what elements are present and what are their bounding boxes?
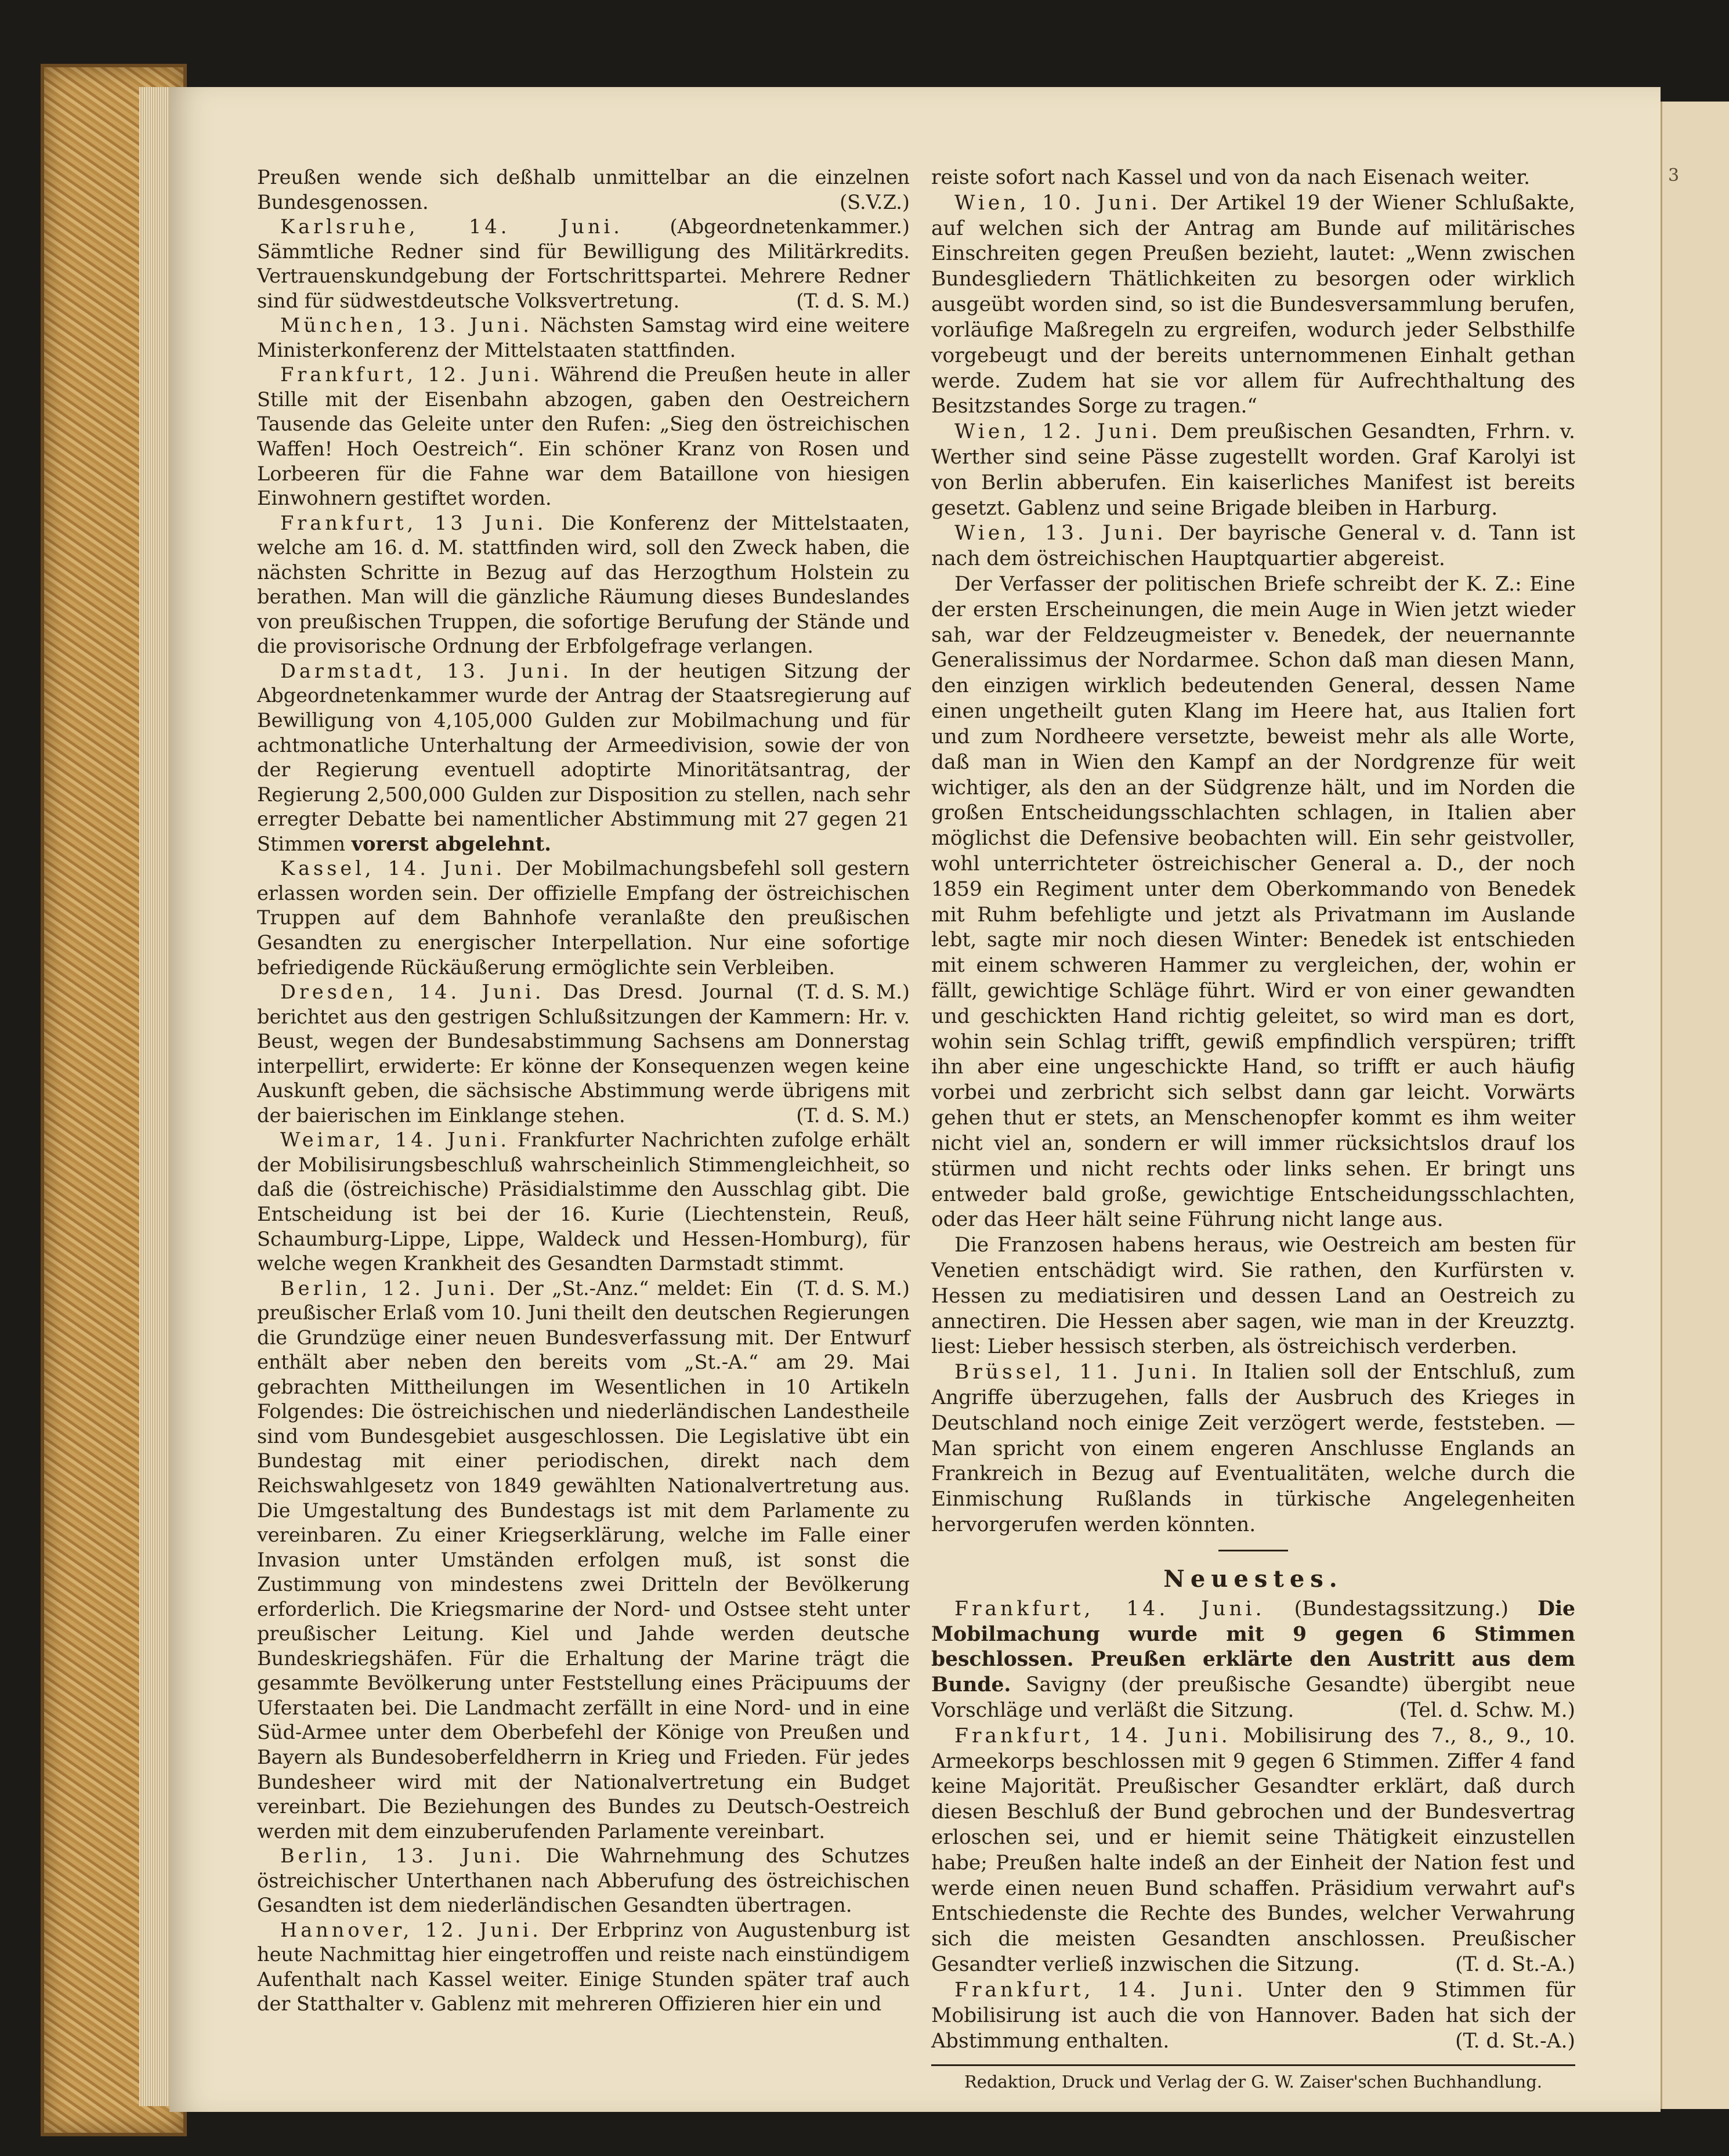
news-frankfurt-2 [931,1724,1575,1978]
dateline: Berlin, 13. Juni. [280,1844,525,1868]
article-text: Nächsten Samstag wird eine weitere Ministerkonferenz der Mittelstaaten stattfinden. [257,314,910,361]
dateline: Wien, 12. Juni. [954,420,1162,444]
article-franzosen [931,1233,1575,1360]
dark-background [191,0,1729,87]
dateline: Brüssel, 11. Juni. [954,1361,1201,1384]
article-text: Mobilisirung des 7., 8., 9., 10. Armeekorps beschlossen mit 9 gegen 6 Stimmen. Ziffer 4 fand keine Majorität. Preußischer Gesandter erklärt, daß durch diesen Beschluß der Bund gebrochen und der Bundesvertrag erloschen sei, und er hiemit seine Thätigkeit einzustellen habe; Preußen halte indeß an der Einheit der Nation fest und werde einen neuen Bund schaffen. Präsidium verwahrt auf's Entschiedenste die Rechte des Bundes, welcher Verwahrung sich die meisten Gesandten anschlossen. Preußischer Gesandter verließ inzwischen die Sitzung. [931,1724,1575,1977]
source-citation: (T. d. S. M.) [796,289,910,312]
article-frankfurt-13 [257,511,910,659]
source-citation: (Tel. d. Schw. M.) [1399,1698,1575,1722]
dateline: Wien, 13. Juni. [954,522,1167,545]
article-text: Der Artikel 19 der Wiener Schlußakte, auf welchen sich der Antrag am Bunde auf militärisches Einschreiten gegen Preußen bezieht, lautet: „Wenn zwischen Bundesgliedern Thätlichkeiten zu besorgen oder wirklich ausgeübt worden sind, so ist die Bundesversammlung berufen, vorläufige Maßregeln zu ergreifen, wodurch jeder Selbsthilfe vorgebeugt und der bereits unternommenen Einhalt gethan werde. Zudem hat sie vor allem für Aufrechthaltung des Besitzstandes Sorge zu tragen.“ [931,191,1575,418]
article-text: Die Franzosen habens heraus, wie Oestreich am besten für Venetien entschädigt wird. Sie rathen, den Kurfürsten v. Hessen zu mediatisiren und dessen Land an Oestreich zu annectiren. Die Hessen aber sagen, wie man in der Kreuzztg. liest: Lieber hessisch sterben, als östreichisch verderben. [931,1233,1575,1359]
article-text: Der „St.-Anz.“ meldet: Ein preußischer Erlaß vom 10. Juni theilt den deutschen Regierungen die Grundzüge einer neuen Bundesverfassung mit. Der Entwurf enthält aber neben den bereits vom „St.-A.“ am 29. Mai gebrachten Mittheilungen im Wesentlichen in 10 Artikeln Folgendes: Die östreichischen und niederländischen Landestheile sind vom Bundesgebiet ausgeschlossen. Die Legislative übt ein Bundestag mit einer periodischen, direkt nach dem Reichswahlgesetz von 1849 gewählten Nationalvertretung aus. Die Umgestaltung des Bundestags ist mit dem Parlamente zu vereinbaren. Zu einer Kriegserklärung, welche im Falle einer Invasion unter Umständen erfolgen muß, ist sonst die Zustimmung von mindestens zwei Dritteln der Bevölkerung erforderlich. Die Kriegsmarine der Nord- und Ostsee steht unter preußischer Leitung. Kiel und Jahde werden deutsche Bundeskriegshäfen. Für die Erhaltung der Marine trägt die gesammte Bevölkerung unter Feststellung eines Präcipuums der Uferstaaten bei. Die Landmacht zerfällt in eine Nord- und in eine Süd-Armee unter dem Oberbefehl der Könige von Preußen und Bayern als Bundesoberfeldherrn in Krieg und Frieden. Für jedes Bundesheer wird mit der Nationalvertretung ein Budget vereinbart. Die Beziehungen des Bundes zu Deutsch-Oestreich werden mit dem einzuberufenden Parlamente vereinbart. [257,1276,910,1843]
bold-text: vorerst abgelehnt. [351,832,551,855]
source-citation: (T. d. S. M.) [796,1276,910,1300]
dateline: Karlsruhe, 14. Juni. [280,215,623,238]
article-text: Der Erbprinz von Augustenburg ist heute Nachmittag hier eingetroffen und reiste nach einstündigem Aufenthalt nach Kassel weiter. Einige Stunden später traf auch der Statthalter v. Gablenz mit mehreren Offizieren hier ein und [257,1918,910,2016]
article-fragment [257,165,910,215]
article-text: Preußen wende sich deßhalb unmittelbar an die einzelnen Bundesgenossen. [257,166,910,214]
article-darmstadt [257,659,910,856]
source-citation: (S.V.Z.) [840,190,910,214]
article-text: In der heutigen Sitzung der Abgeordnetenkammer wurde der Antrag der Staatsregierung auf Bewilligung von 4,105,000 Gulden zur Mobilmachung und für achtmonatliche Unterhaltung der Armeedivision, sowie der von der Regierung eventuell adoptirte Minoritätsantrag, der Regierung 2,500,000 Gulden zur Disposition zu stellen, nach sehr erregter Debatte bei namentlicher Abstimmung mit 27 gegen 21 Stimmen [257,659,910,855]
dateline: Frankfurt, 14. Juni. [954,1724,1231,1748]
source-citation: (T. d. S. M.) [796,981,910,1004]
dateline: Wien, 10. Juni. [954,191,1162,215]
dateline: München, 13. Juni. [280,314,533,337]
next-page-edge [1661,102,1729,2109]
article-wien-10 [931,191,1575,419]
article-text: (Abgeordnetenkammer.) Sämmtliche Redner sind für Bewilligung des Militärkredits. Vertrauenskundgebung der Fortschrittspartei. Mehrere Redner sind für südwestdeutsche Volksvertretung. [257,215,910,312]
dateline: Hannover, 12. Juni. [280,1918,542,1941]
dateline: Frankfurt, 12. Juni. [280,363,543,386]
source-citation: (T. d. S. M.) [796,1104,910,1127]
article-berlin-13 [257,1844,910,1918]
section-heading-neuestes: Neuestes. [1163,1565,1343,1593]
article-text: Die Konferenz der Mittelstaaten, welche am 16. d. M. stattfinden wird, soll den Zweck haben, die nächsten Schritte in Bezug auf das Herzogthum Holstein zu berathen. Man will die gänzliche Räumung dieses Bundeslandes von preußischen Truppen, die sofortige Berufung der Stände und die provisorische Ordnung der Erbfolgefrage verlangen. [257,511,910,658]
right-column [931,165,1575,2095]
source-citation: (T. d. St.-A.) [1455,1953,1575,1977]
article-frankfurt-12 [257,363,910,511]
dateline: Darmstadt, 13. Juni. [280,659,573,682]
article-text: In Italien soll der Entschluß, zum Angriffe überzugehen, falls der Ausbruch des Krieges in Deutschland noch einige Zeit verzögert werde, feststeben. — Man spricht von einem engeren Anschlusse Englands an Frankreich in Bezug auf Eventualitäten, welche durch die Einmischung Rußlands in türkische Angelegenheiten hervorgerufen werden könnten. [931,1361,1576,1537]
edge-page-number: 3 [1668,165,1680,186]
article-text: Dem preußischen Gesandten, Frhrn. v. Werther sind seine Pässe zugestellt worden. Graf Karolyi ist von Berlin abberufen. Ein kaiserliches Manifest ist bereits gesetzt. Gablenz und seine Brigade bleiben in Harburg. [931,420,1576,520]
article-text: Die Wahrnehmung des Schutzes östreichischer Unterthanen nach Abberufung des östreichischen Gesandten ist dem niederländischen Gesandten übertragen. [257,1844,910,1917]
left-column [257,165,910,2017]
article-text: Während die Preußen heute in aller Stille mit der Eisenbahn abzogen, gaben den Oestreichern Tausende das Geleite unter den Rufen: „Sieg den östreichischen Waffen! Hoch Oestreich“. Ein schöner Kranz von Rosen und Lorbeeren für die Fahne war dem Bataillone von hiesigen Einwohnern gestiftet worden. [257,363,910,510]
dateline: Frankfurt, 14. Juni. [954,1978,1247,2002]
news-frankfurt-3 [931,1978,1575,2054]
article-text: Unter den 9 Stimmen für Mobilisirung ist auch die von Hannover. Baden hat sich der Abstimmung enthalten. [931,1978,1576,2053]
article-muenchen [257,313,910,363]
page-edges [139,87,173,2106]
article-text: Das Dresd. Journal berichtet aus den gestrigen Schlußsitzungen der Kammern: Hr. v. Beust, wegen der Bundesabstimmung Sachsens am Donnerstag interpellirt, erwiderte: Er könne der Konsequenzen wegen keine Auskunft geben, die sächsische Abstimmung werde übrigens mit der baierischen im Einklange stehen. [257,981,910,1127]
dateline: Berlin, 12. Juni. [280,1276,499,1300]
article-text: Der bayrische General v. d. Tann ist nach dem östreichischen Hauptquartier abgereist. [931,522,1575,571]
article-wien-12 [931,419,1575,521]
article-text: Der Verfasser der politischen Briefe schreibt der K. Z.: Eine der ersten Erscheinungen, die mein Auge in Wien jetzt wieder sah, war der Feldzeugmeister v. Benedek, der neuernannte Generalissimus der Nordarmee. Schon daß man diesen Mann, den einzigen wirklich bedeutenden General, dessen Name einen ungetheilt guten Klang im Heere hat, aus Italien fort und zum Nordheere versetzte, beweist mehr als alle Worte, daß man in Wien den Kampf an der Nordgrenze für weit wichtiger, als den an der Südgrenze hält, und im Norden die großen Entscheidungsschlachten schlagen, in Italien aber möglichst die Defensive beobachten will. Ein sehr geistvoller, wohl unterrichteter östreichischer General a. D., der noch 1859 ein Regiment unter dem Oberkommando von Benedek mit Ruhm befehligte und jetzt als Privatmann im Auslande lebt, sagte mir noch diesen Winter: Benedek ist entschieden mit einem schweren Hammer zu vergleichen, der, wohin er fällt, gewichtige Schläge führt. Wird er von einer gewandten und geschickten Hand richtig geleitet, so wird man es dort, wohin sein Schlag trifft, gewiß empfindlich verspüren; trifft ihn aber eine ungeschickte Hand, so trifft er auch häufig vorbei und zerbricht sich selbst dann gar leicht. Vorwärts gehen thut er stets, an Menschenopfer kommt es ihm weiter nicht viel an, sondern er will immer rücksichtslos drauf los stürmen und nicht rechts oder links sehen. Er bringt uns entweder bald große, gewichtige Entscheidungsschlachten, oder das Heer hält seine Führung nicht lange aus. [931,573,1575,1232]
article-text: (Bundestagssitzung.) [1294,1597,1509,1620]
source-citation: (T. d. St.-A.) [1455,2029,1575,2053]
dateline: Weimar, 14. Juni. [280,1128,511,1152]
article-politische-briefe [931,572,1575,1233]
article-karlsruhe [257,215,910,313]
section-divider [1218,1550,1288,1551]
article-fragment [931,165,1575,191]
dateline: Dresden, 14. Juni. [280,981,545,1004]
dateline: Frankfurt, 14. Juni. [954,1597,1265,1620]
imprint: Redaktion, Druck und Verlag der G. W. Zaiser'schen Buchhandlung. [931,2064,1575,2095]
dateline: Frankfurt, 13 Juni. [280,511,547,534]
article-text: Savigny (der preußische Gesandte) übergibt neue Vorschläge und verläßt die Sitzung. [931,1673,1575,1722]
article-hannover [257,1918,910,2017]
news-frankfurt-1 [931,1597,1575,1724]
bold-text: Die Mobilmachung wurde mit 9 gegen 6 Stimmen beschlossen. Preußen erklärte den Austritt aus dem Bunde. [931,1597,1576,1697]
article-berlin-12 [257,1276,910,1844]
article-text: Frankfurter Nachrichten zufolge erhält der Mobilisirungsbeschluß wahrscheinlich Stimmengleichheit, so daß die (östreichische) Präsidialstimme den Ausschlag gibt. Die Entscheidung ist bei der 16. Kurie (Liechtenstein, Reuß, Schaumburg-Lippe, Lippe, Waldeck und Hessen-Homburg), für welche wegen Krankheit des Gesandten Darmstadt stimmt. [257,1128,910,1275]
dateline: Kassel, 14. Juni. [280,857,506,880]
article-bruessel [931,1360,1575,1538]
article-text: Der Mobilmachungsbefehl soll gestern erlassen worden sein. Der offizielle Empfang der östreichischen Truppen auf dem Bahnhofe veranlaßte den preußischen Gesandten zu energischer Interpellation. Nur eine sofortige befriedigende Rückäußerung ermöglichte sein Verbleiben. [257,857,910,979]
article-wien-13 [931,521,1575,572]
article-text: reiste sofort nach Kassel und von da nach Eisenach weiter. [931,166,1531,189]
